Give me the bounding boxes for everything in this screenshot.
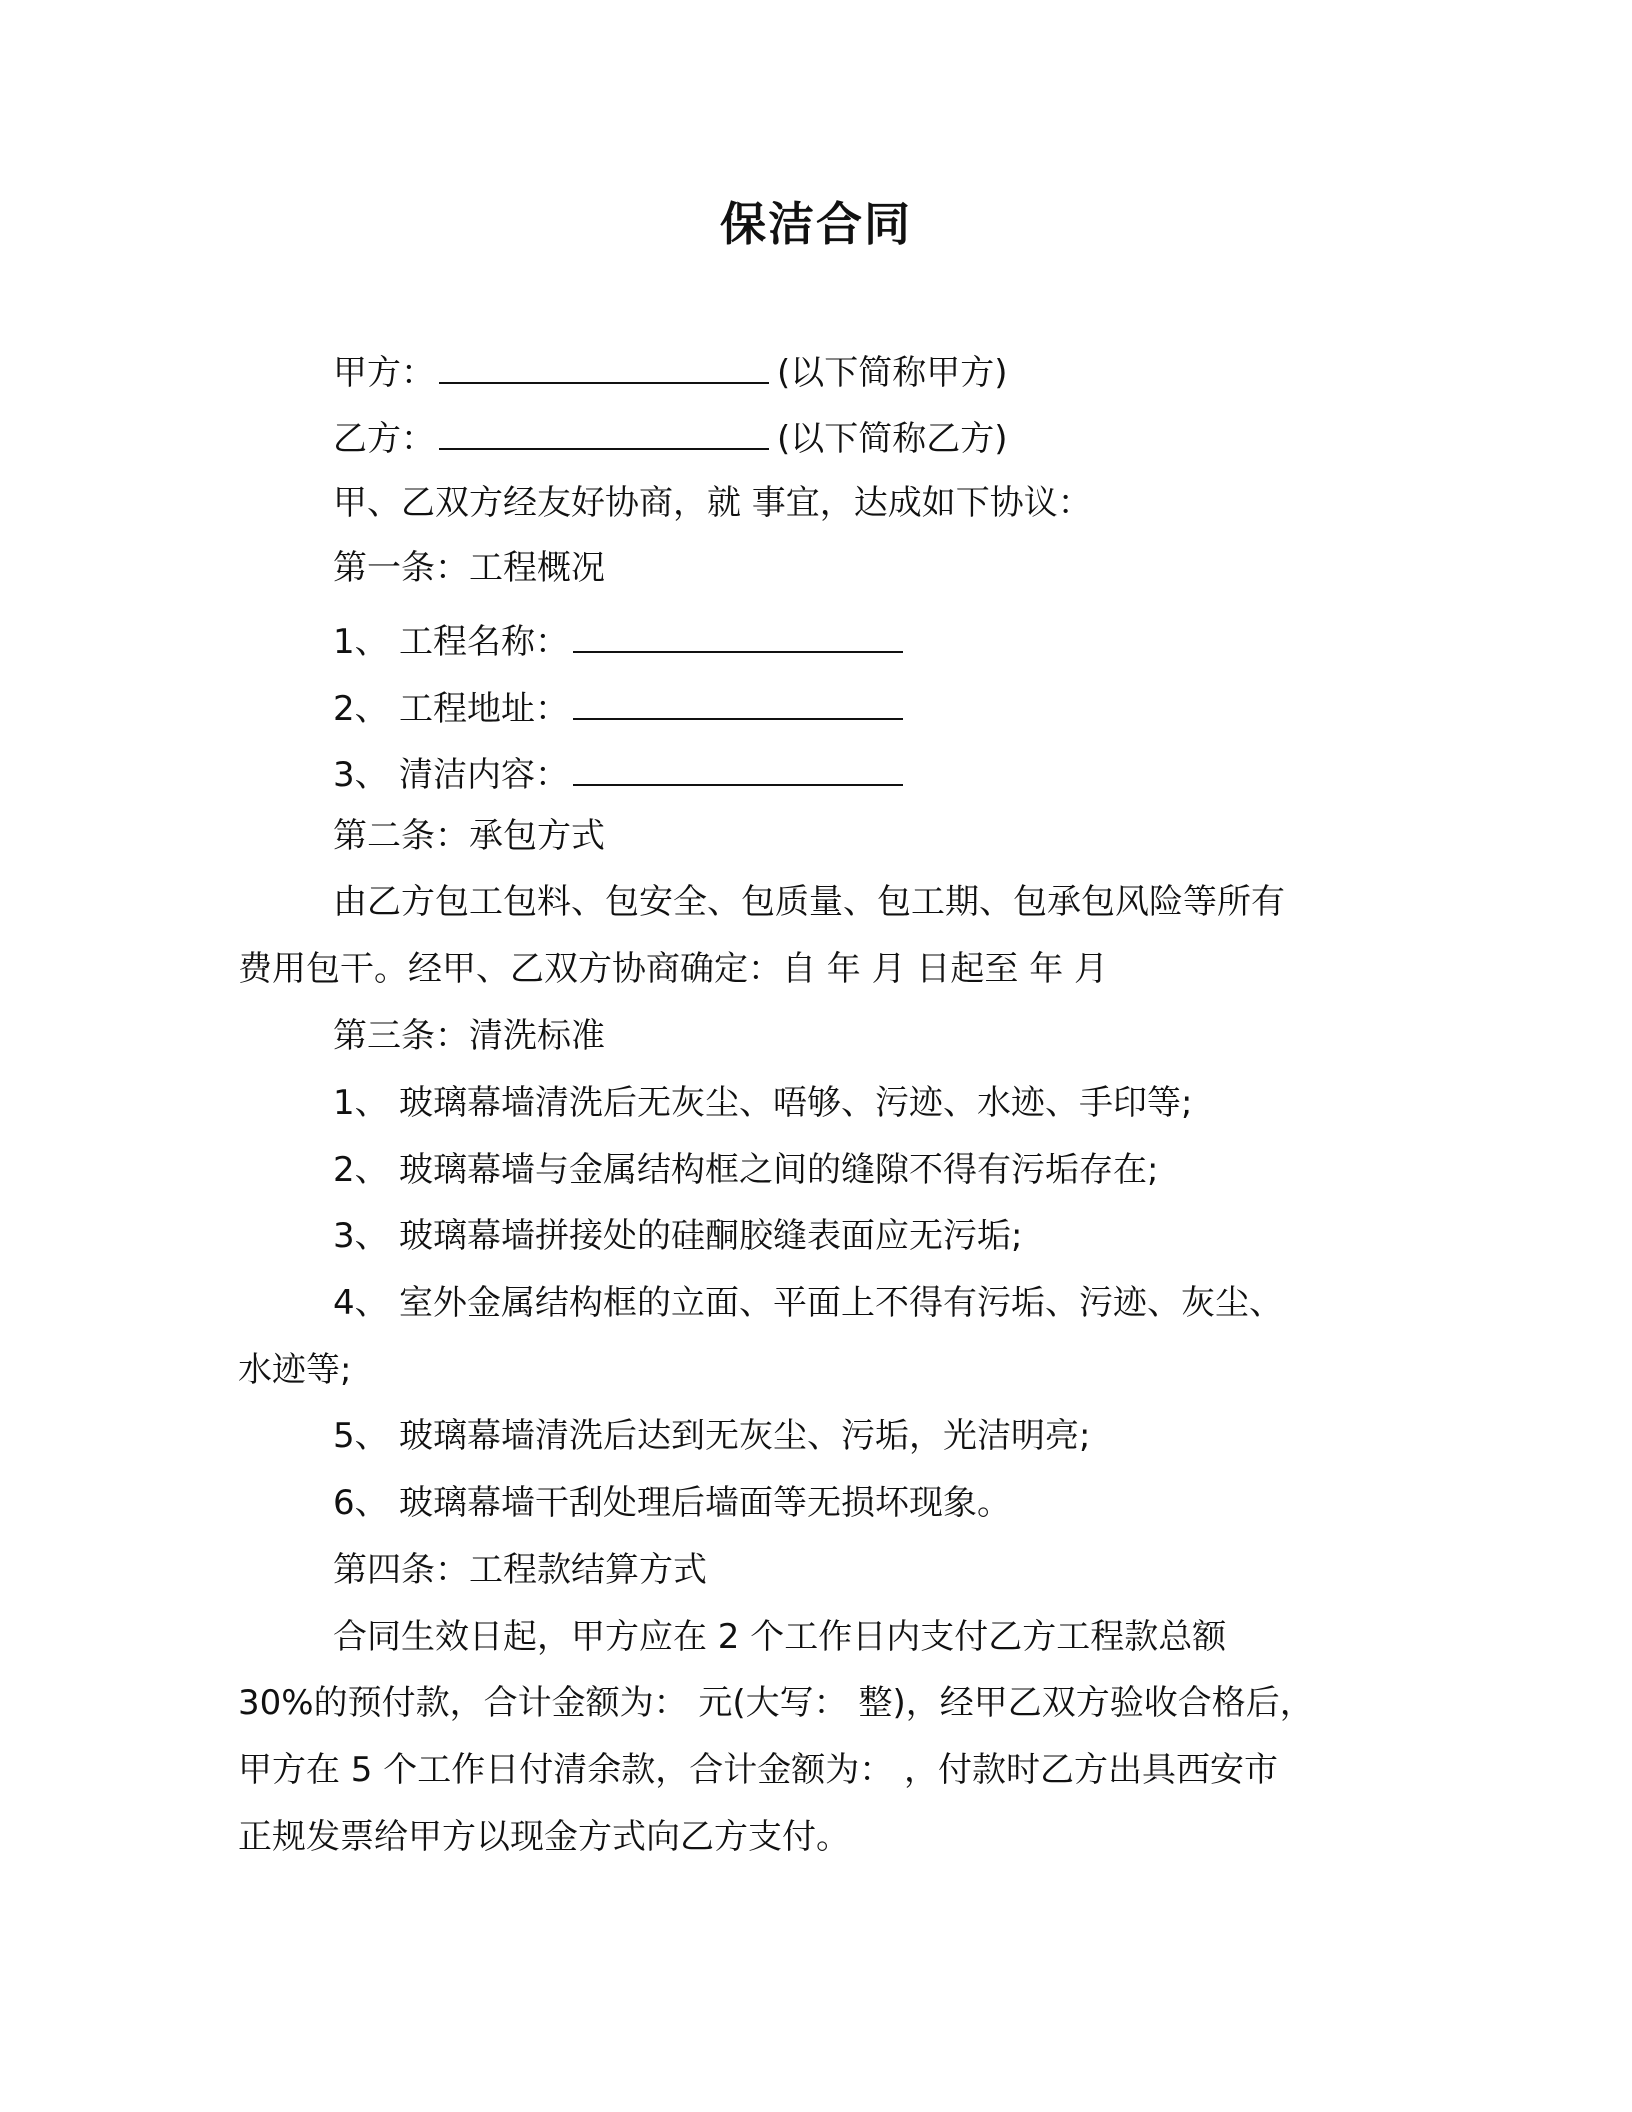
document-title: 保洁合同 (720, 197, 912, 251)
party-a-blank (439, 352, 769, 384)
item-text: 玻璃幕墙与金属结构框之间的缝隙不得有污垢存在; (399, 1150, 1159, 1190)
article2-heading: 第二条：承包方式 (333, 816, 605, 856)
article2-line-2: 费用包干。经甲、乙双方协商确定：自 年 月 日起至 年 月 (238, 949, 1109, 989)
article3-item-2 (333, 1145, 1158, 1195)
item-number: 5、 (333, 1416, 389, 1456)
item-text: 玻璃幕墙清洗后无灰尘、唔够、污迹、水迹、手印等; (399, 1083, 1193, 1123)
article1-item-3 (333, 750, 911, 800)
article4-line-2: 30%的预付款，合计金额为： 元(大写： 整)，经甲乙双方验收合格后， (238, 1683, 1314, 1723)
item-text: 玻璃幕墙干刮处理后墙面等无损坏现象。 (399, 1483, 1011, 1523)
article3-item-3 (333, 1211, 1022, 1261)
item-label: 工程名称： (399, 622, 569, 662)
article3-item-4 (333, 1278, 1283, 1328)
item-number: 2、 (333, 689, 389, 729)
party-b-suffix: (以下简称乙方) (777, 419, 1008, 459)
item-label: 清洁内容： (399, 755, 569, 795)
article3-item-4-continuation: 水迹等; (238, 1350, 352, 1390)
fill-in-blank (573, 688, 903, 720)
item-number: 6、 (333, 1483, 389, 1523)
article3-heading: 第三条：清洗标准 (333, 1016, 605, 1056)
item-number: 1、 (333, 622, 389, 662)
article4-line-4: 正规发票给甲方以现金方式向乙方支付。 (238, 1817, 850, 1857)
article3-item-1 (333, 1078, 1192, 1128)
party-b-blank (439, 418, 769, 450)
party-a-suffix: (以下简称甲方) (777, 353, 1008, 393)
party-a-label: 甲方： (333, 353, 435, 393)
item-number: 3、 (333, 755, 389, 795)
item-number: 2、 (333, 1150, 389, 1190)
item-text: 室外金属结构框的立面、平面上不得有污垢、污迹、灰尘、 (399, 1283, 1283, 1323)
item-text: 玻璃幕墙清洗后达到无灰尘、污垢，光洁明亮; (399, 1416, 1091, 1456)
article2-line-1: 由乙方包工包料、包安全、包质量、包工期、包承包风险等所有 (333, 882, 1285, 922)
item-label: 工程地址： (399, 689, 569, 729)
party-a-line (333, 348, 1008, 398)
article3-item-6 (333, 1478, 1011, 1528)
item-number: 1、 (333, 1083, 389, 1123)
party-b-label: 乙方： (333, 419, 435, 459)
article1-item-2 (333, 684, 911, 734)
article1-heading: 第一条：工程概况 (333, 548, 605, 588)
item-text: 玻璃幕墙拼接处的硅酮胶缝表面应无污垢; (399, 1216, 1023, 1256)
fill-in-blank (573, 754, 903, 786)
article1-item-1 (333, 617, 911, 667)
preamble: 甲、乙双方经友好协商，就 事宜，达成如下协议： (333, 483, 1092, 523)
article4-line-3: 甲方在 5 个工作日付清余款，合计金额为： ，付款时乙方出具西安市 (238, 1750, 1279, 1790)
party-b-line (333, 414, 1008, 464)
article3-item-5 (333, 1411, 1090, 1461)
article4-line-1: 合同生效日起，甲方应在 2 个工作日内支付乙方工程款总额 (333, 1617, 1227, 1657)
item-number: 3、 (333, 1216, 389, 1256)
fill-in-blank (573, 621, 903, 653)
article4-heading: 第四条：工程款结算方式 (333, 1550, 707, 1590)
item-number: 4、 (333, 1283, 389, 1323)
